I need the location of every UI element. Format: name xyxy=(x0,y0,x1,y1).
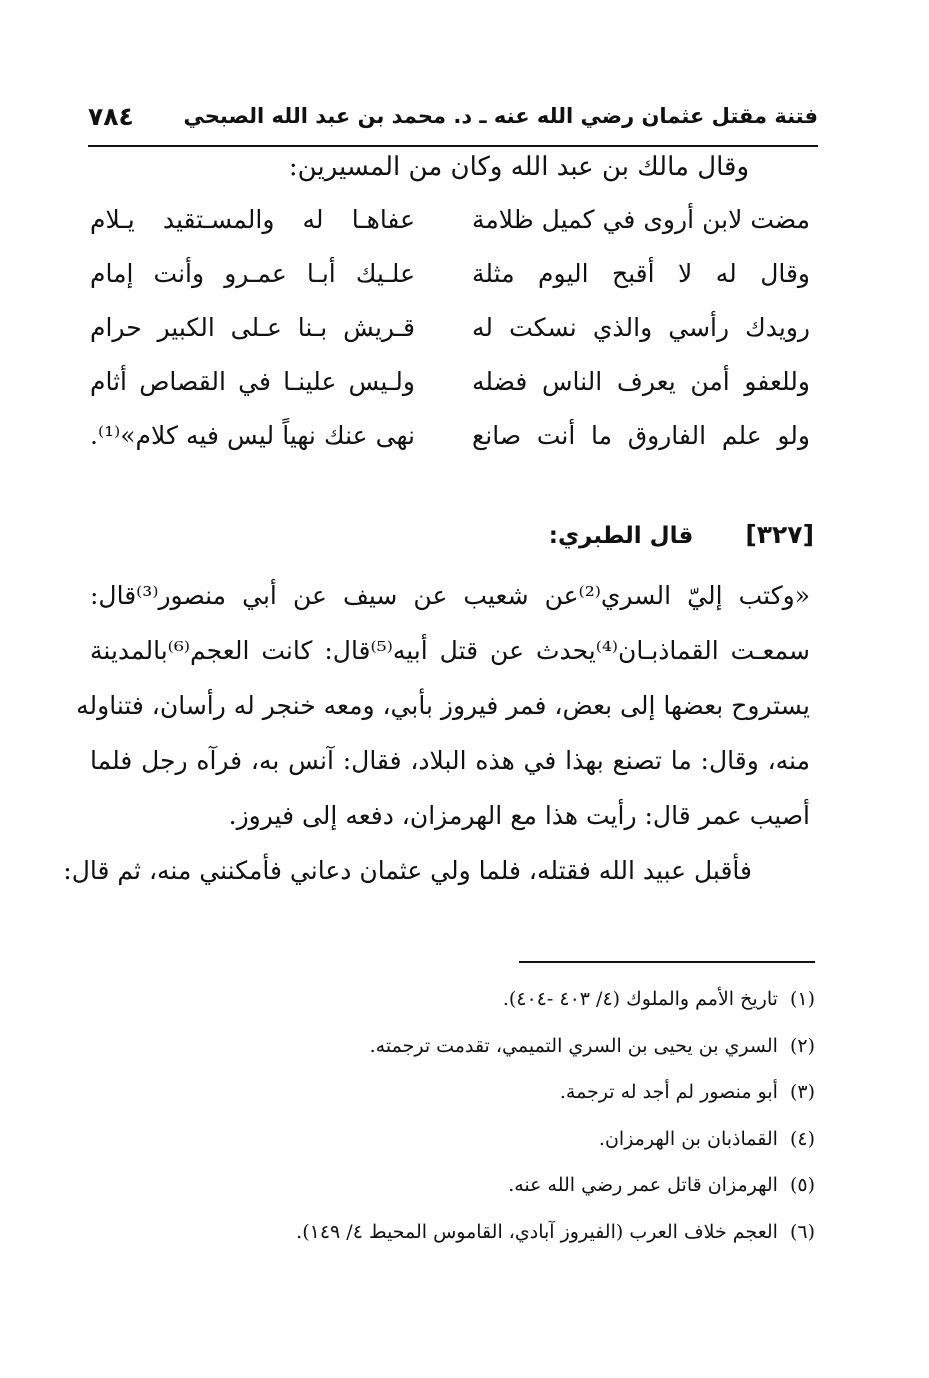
verse-first-hemistich: مضت لابن أروى في كميل ظلامة xyxy=(472,205,810,234)
verse-first-hemistich: وقال له لا أقبح اليوم مثلة xyxy=(472,259,810,288)
footnote-number: (٦) xyxy=(789,1220,815,1243)
poem-verse xyxy=(90,205,810,259)
body-line: فأقبل عبيد الله فقتله، فلما ولي عثمان دعاني فأمكنني منه، ثم قال: xyxy=(63,856,752,885)
footnote-number: (١) xyxy=(789,988,815,1010)
footnote xyxy=(115,1213,815,1260)
footnote-number: (٤) xyxy=(789,1127,815,1150)
footnote xyxy=(115,1073,815,1120)
footnote-text: الهرمزان قاتل عمر رضي الله عنه. xyxy=(508,1174,778,1196)
poem-verse xyxy=(90,313,810,367)
body-line: «وكتب إليّ السري⁽²⁾عن شعيب عن سيف عن أبي منصور⁽³⁾قال: xyxy=(90,581,810,610)
body-line: أصيب عمر قال: رأيت هذا مع الهرمزان، دفعه إلى فيروز. xyxy=(228,801,810,830)
page-number: ٧٨٤ xyxy=(88,102,134,131)
header-rule xyxy=(88,145,818,147)
section-heading xyxy=(549,520,814,549)
body-paragraph xyxy=(63,568,810,898)
verse-second-hemistich: عفاهـا له والمسـتقيد يـلام xyxy=(90,205,415,234)
poem-verse xyxy=(90,367,810,421)
running-header xyxy=(88,100,818,142)
header-title: فتنة مقتل عثمان رضي الله عنه ـ د. محمد بن عبد الله الصبحي xyxy=(183,104,818,128)
verse-first-hemistich: رويدك رأسي والذي نسكت له xyxy=(472,313,810,342)
verse-second-hemistich: علـيك أبـا عمـرو وأنت إمام xyxy=(90,259,415,288)
footnote-number: (٢) xyxy=(789,1034,815,1057)
verse-first-hemistich: وللعفو أمن يعرف الناس فضله xyxy=(472,367,810,396)
footnote-number: (٣) xyxy=(789,1081,815,1103)
verse-second-hemistich: ولـيس علينـا في القصاص أثام xyxy=(90,367,415,396)
verse-second-hemistich: نهى عنك نهياً ليس فيه كلام»⁽¹⁾. xyxy=(90,421,415,450)
poem-verse xyxy=(90,421,810,475)
footnote xyxy=(115,1120,815,1167)
footnote xyxy=(115,1027,815,1074)
footnote-text: السري بن يحيى بن السري التميمي، تقدمت ترجمته. xyxy=(369,1034,778,1057)
poem-intro: وقال مالك بن عبد الله وكان من المسيرين: xyxy=(288,152,749,182)
footnote-rule xyxy=(519,961,815,963)
footnote-text: القماذبان بن الهرمزان. xyxy=(598,1127,778,1150)
footnote xyxy=(115,1166,815,1213)
footnote xyxy=(115,980,815,1027)
verse-second-hemistich: قـريش بـنا عـلى الكبير حرام xyxy=(90,313,415,342)
section-number: [٣٢٧] xyxy=(745,520,814,549)
body-line: منه، وقال: ما تصنع بهذا في هذه البلاد، فقال: آنس به، فرآه رجل فلما xyxy=(90,746,810,775)
footnote-number: (٥) xyxy=(789,1174,815,1196)
footnote-text: العجم خلاف العرب (الفيروز آبادي، القاموس المحيط ٤/ ١٤٩). xyxy=(296,1220,778,1243)
body-line: سمعـت القماذبـان⁽⁴⁾يحدث عن قتل أبيه⁽⁵⁾قال: كانت العجم⁽⁶⁾بالمدينة xyxy=(90,636,810,665)
poem xyxy=(90,205,810,475)
footnotes xyxy=(115,980,815,1259)
footnote-text: تاريخ الأمم والملوك (٤/ ٤٠٣ -٤٠٤). xyxy=(502,988,778,1010)
verse-first-hemistich: ولو علم الفاروق ما أنت صانع xyxy=(472,421,810,450)
section-title: قال الطبري: xyxy=(548,523,694,549)
poem-verse xyxy=(90,259,810,313)
footnote-text: أبو منصور لم أجد له ترجمة. xyxy=(559,1081,778,1103)
body-line: يستروح بعضها إلى بعض، فمر فيروز بأبي، ومعه خنجر له رأسان، فتناوله xyxy=(76,691,810,720)
